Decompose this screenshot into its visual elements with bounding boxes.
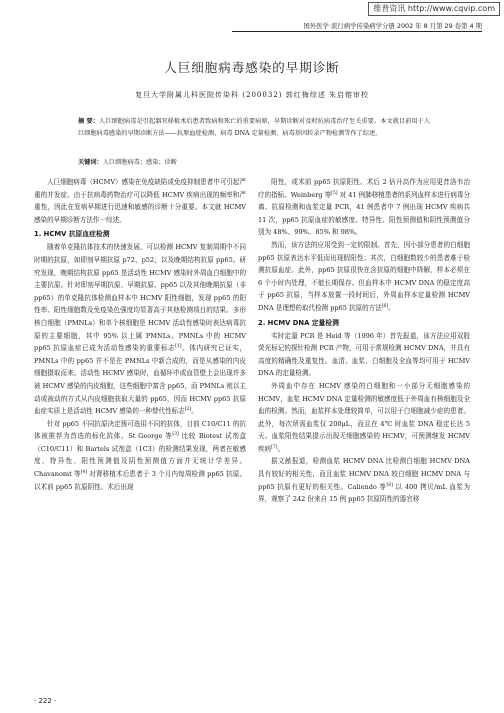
left-column [34,176,246,493]
body-paragraph: 人巨细胞病毒（HCMV）感染在免疫缺陷或免疫抑制患者中可引起严重的并发症。由于抗病毒药物治疗可以降低 HCMV 疾病出现的频率和严重性，因此在发病早期进行迅速和敏感的诊断十分重要。本文就 HCMV 感染的早期诊断方法作一综述。 [34,178,247,224]
right-column [258,176,470,506]
header-rule [232,31,482,32]
page-number: · 222 · [34,697,57,705]
abstract-text: 人巨细胞病毒是引起器官移植术后患者致病和死亡的重要病原，早期诊断对及时抗病毒治疗至关重要。本文就目前用于人巨细胞病毒感染的早期诊断方法——抗原血症检测、病毒 DNA 定量检测、病毒基因转录产物检测等作了综述。 [78,118,431,138]
abstract-label: 摘 要： [78,118,99,125]
section-heading: 2. HCMV DNA 定量检测 [258,318,339,327]
keywords-text: 人巨细胞病毒；感染；诊断 [102,159,177,166]
keywords-label: 关键词： [78,159,103,166]
keywords [78,157,430,169]
article-title: 人巨细胞病毒感染的早期诊断 [164,60,340,75]
body-paragraph: 阳性，或术前 pp65 抗原阳性、术后 2 倍升高作为应用更昔洛韦治疗的指标。Weinberg 等[5] 对 41 例肺移植患者的系列血样本进行病毒分离、抗原检测和血浆定量 PCR，41 例患者中 7 例出现 HCMV 疾病共 11 次，pp65 抗原血症的敏感度、特异性、阳性预测值和阴性预测值分别为 48%、99%、85% 和 98%。 [258,178,470,237]
body-paragraph: 实时定量 PCR 是 Heid 等（1996 年）首先报道，该方法应用双股荧光标记的探针检测 PCR 产物，可用于常规检测 HCMV DNA，并具有高度的精确性及重复性。血清、血浆、白细胞及全血等均可用于 HCMV DNA 的定量检测。 [258,331,470,378]
body-paragraph: 外周血中存在 HCMV 感染的白细胞和一小部分无细胞感染的 HCMV，血浆 HCMV DNA 定量检测的敏感度低于外周血有核细胞及全血的检测。然而，血浆样本处理较简单，可以用于白细胞减少症的患者。此外，每次所需血浆仅 200μL，而且在 4℃ 时血浆 DNA 稳定长达 5 天。血浆阳性结果提示出现无细胞感染的 HCMV，可预测继发 HCMV 疾病[7]。 [258,381,470,453]
body-paragraph: 针对 pp65 不同抗原决定簇可选用不同的抗体，目前 C10/C11 的抗体被推荐为首选的标化抗体。St George 等[3] 比较 Biotest 试剂盒（C10/C11）和 Bartels 试剂盒（1C3）的检测结果发现，两者在敏感度、特异性、阳性预测值及阴性预测值方面并无统计学差异。Chavanomt 等[4] 对肾移植术后患者于 3 个月内每周检测 pp65 抗原。以术前 pp65 抗原阴性、术后出现 [34,419,246,491]
body-paragraph: 随着单克隆抗体技术的快速发展，可以检测 HCMV 复制周期中不同时期的抗原，如即刻早期抗原 p72、p52，以及晚期结构抗原 pp65。研究发现，晚期结构抗原 pp65 是活动性 HCMV 感染时外周血白细胞中的主要抗原。针对即刻早期抗原、早期抗原、pp65 以及其他晚期抗原（非 pp65）的单克隆抗体检测血样本中 HCMV 阳性细胞，发现 pp65 的阳性率、阳性细胞数及免疫染色强度均显著高于其他检测项目的结果。多形核白细胞（PMNLs）和单个核细胞是 HCMV 活动性感染时表达病毒抗原的主要细胞，其中 95% 以上属 PMNLs。PMNLs 中的 HCMV pp65 抗原血症已成为活动性感染的重要标志[1]。体内研究已证实，PMNLs 中的 pp65 并不是在 PMNLs 中新合成的，而是从感染的内皮细胞摄取而来。活动性 HCMV 感染时，血循环中或血管壁上会出现许多被 HCMV 感染的内皮细胞，这些细胞中富含 pp65，而 PMNLs 则以主动或被动的方式从内皮细胞获取大量的 pp65，因而 HCMV pp65 抗原血症实质上是活动性 HCMV 感染的一种替代性标志[2]。 [34,243,246,416]
article-authors: 复旦大学附属儿科医院传染科 (200032) 郭红梅综述 朱启镕审校 [135,91,369,99]
section-heading: 1. HCMV 抗原血症检测 [34,230,110,239]
abstract [78,116,430,140]
running-header: 国外医学·流行病学传染病学分册 2002 年 8 月第 29 卷第 4 期 [303,22,482,30]
body-paragraph: 据文献报道，检测血浆 HCMV DNA 比检测白细胞 HCMV DNA 具有较好的相关性，而且血浆 HCMV DNA 较白细胞 HCMV DNA 与 pp65 抗原有更好的相关性。Caliendo 等[8] 以 400 拷贝/mL 血浆为界，观察了 242 份来自 15 例 pp65 抗原阴性的器官移 [258,457,470,504]
body-paragraph: 然而，该方法的应用受到一定的限制。首先，因小部分患者的白细胞 pp65 抗原表达水平低而出现假阳性；其次，白细胞数较少的患者难于检测抗原血症。此外，pp65 抗原很快在含抗原的细胞中降解，样本必须在 6 个小时内处理，不能长期保存。但血样本中 HCMV DNA 的稳定度高于 pp65 抗原，当样本放置一段时间后，外周血样本定量检测 HCMV DNA 是理想的取代检测 pp65 抗原的方法[6]。 [258,240,470,312]
watermark: 维普资讯 http://www.cqvip.com [368,2,500,16]
